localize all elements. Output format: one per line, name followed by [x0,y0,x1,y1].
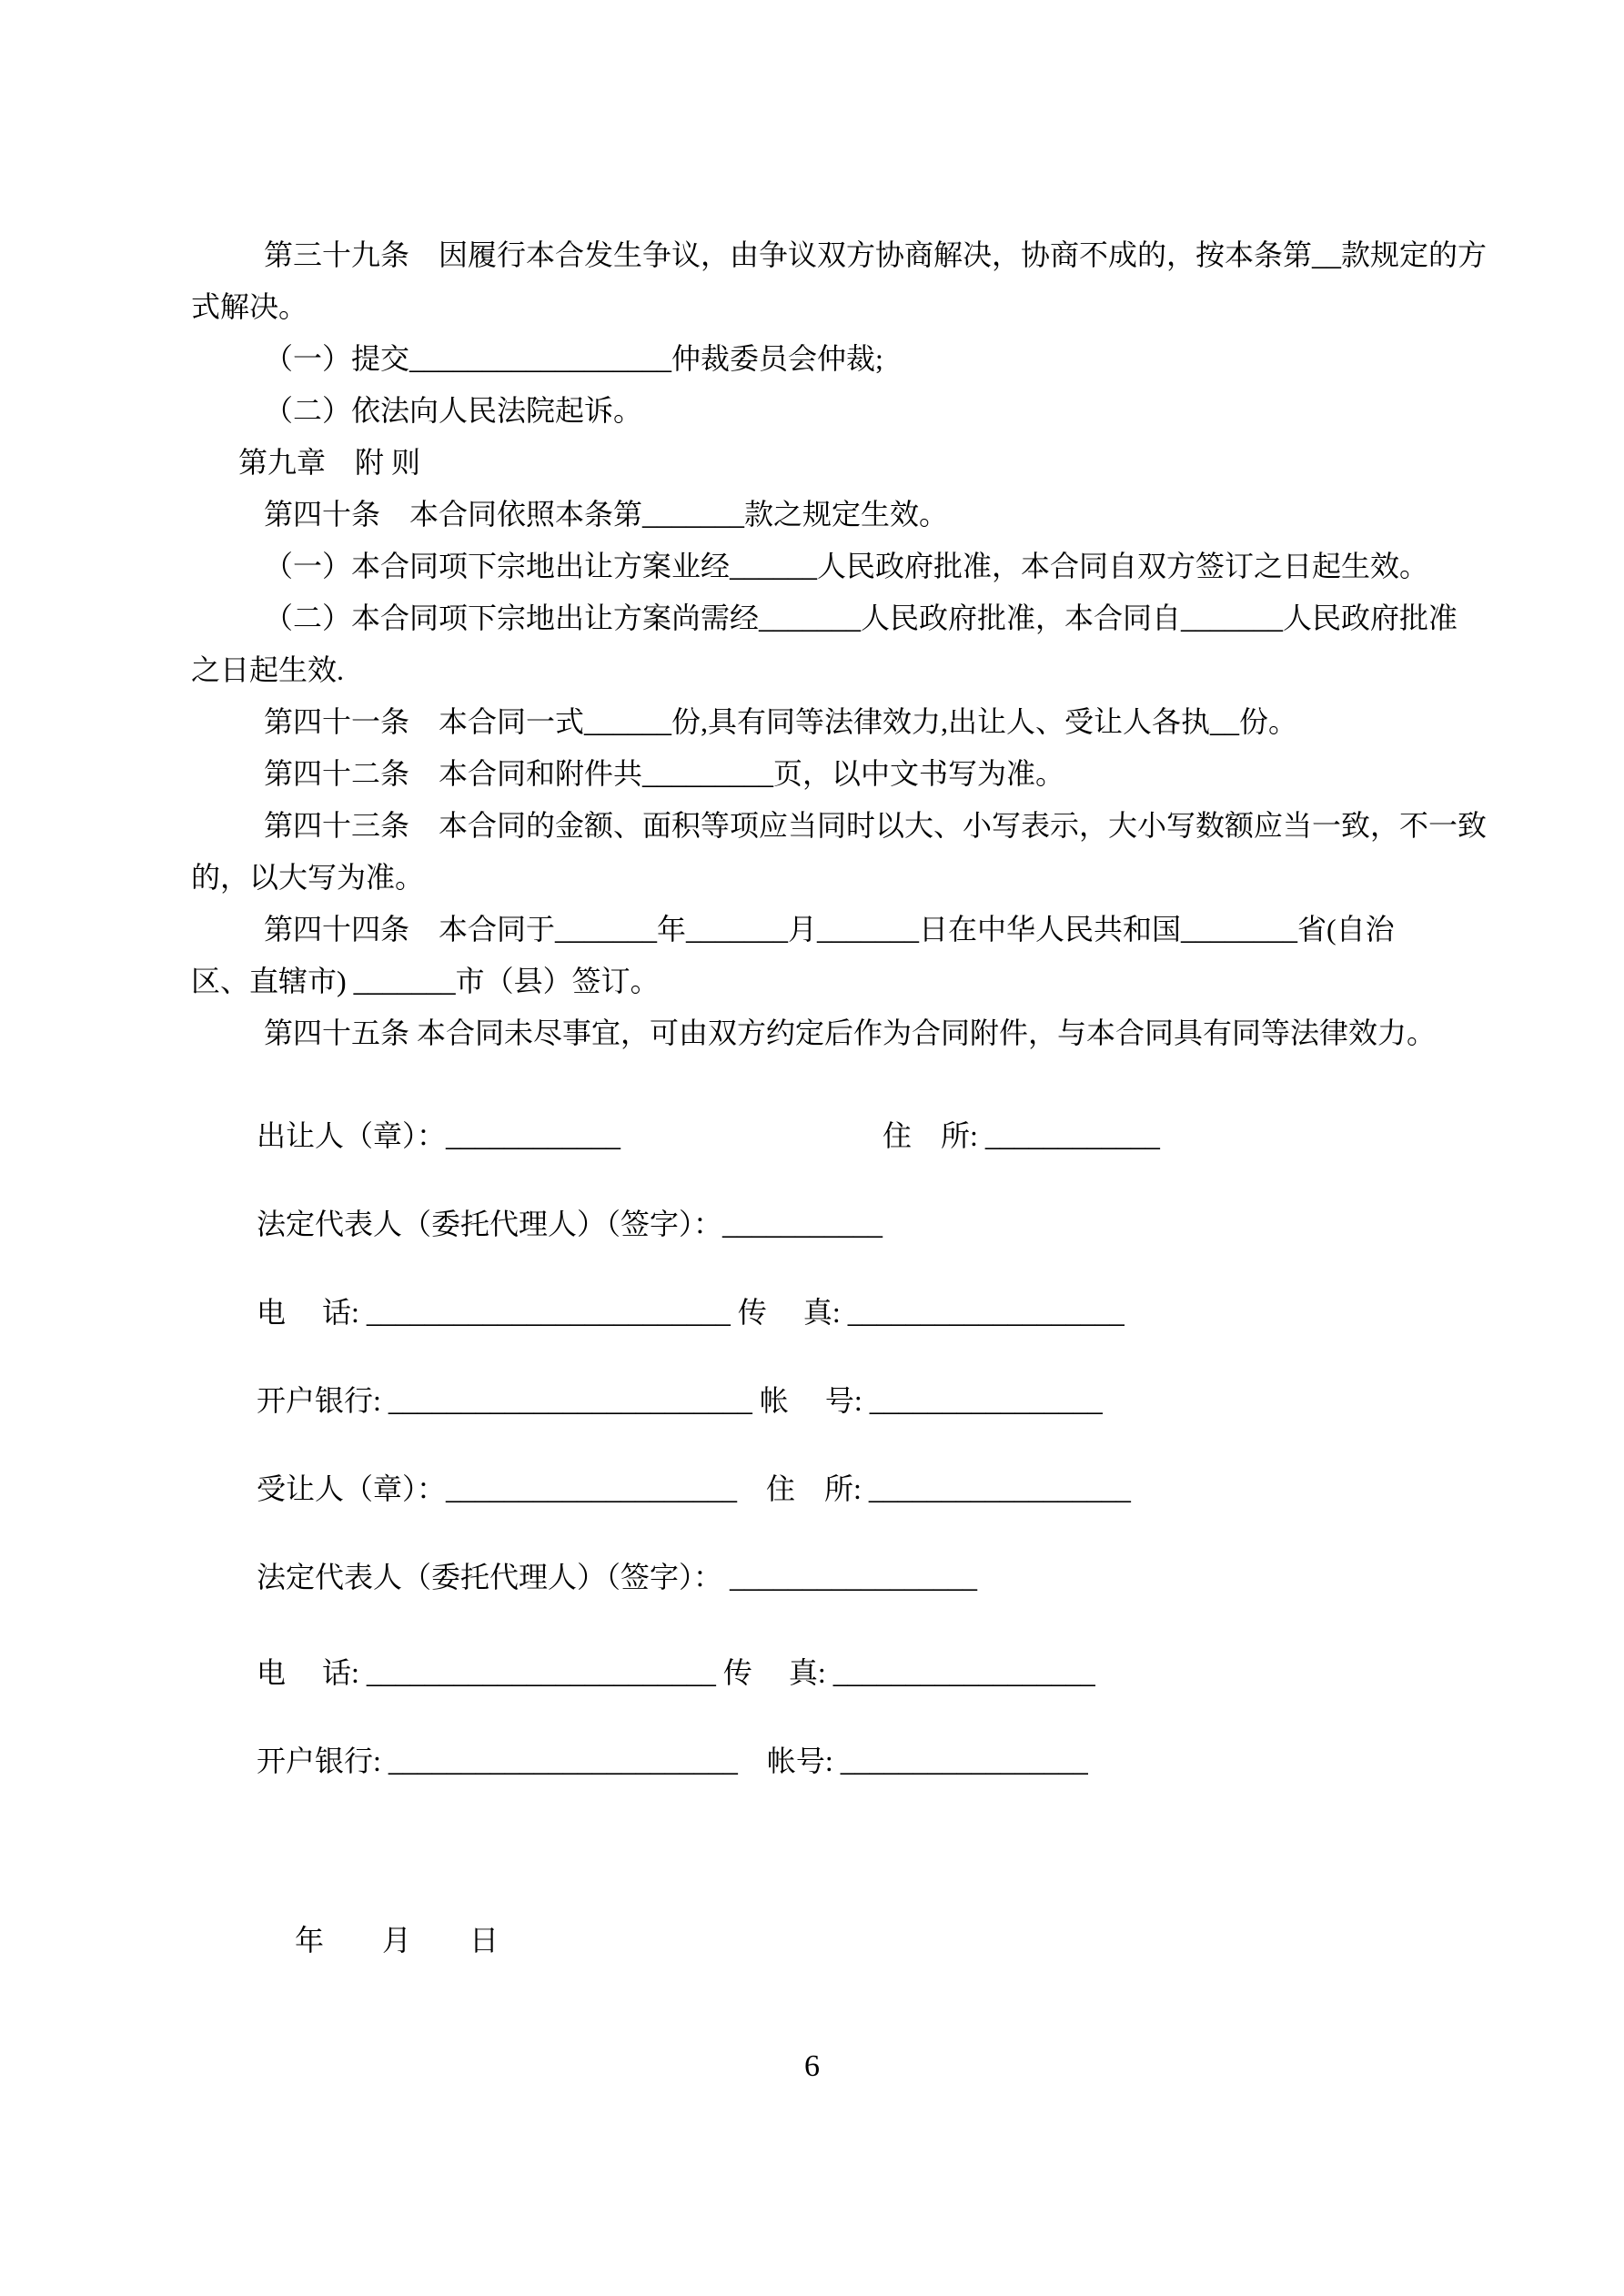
article-39-line-2: 式解决。 [191,290,308,323]
article-44-line-1: 第四十四条 本合同于_______年_______月_______日在中华人民共和国________省(自治 [264,913,1395,946]
article-45: 第四十五条 本合同未尽事宜，可由双方约定后作为合同附件，与本合同具有同等法律效力。 [264,1017,1437,1049]
article-43-line-1: 第四十三条 本合同的金额、面积等项应当同时以大、小写表示，大小写数额应当一致，不一致 [264,809,1488,842]
transferee-bank-account-line: 开户银行: ________________________ 帐号: _________________ [257,1745,1088,1777]
article-41: 第四十一条 本合同一式______份,具有同等法律效力,出让人、受让人各执__份。 [264,705,1298,738]
article-40: 第四十条 本合同依照本条第_______款之规定生效。 [264,498,949,531]
date-year-month-day-line: 年 月 日 [295,1924,499,1957]
transferor-seal-and-address-line: 出让人（章）：____________ 住 所: ____________ [257,1119,1160,1152]
chapter-9-heading: 第九章 附 则 [238,446,421,479]
article-39-item-1: （一）提交__________________仲裁委员会仲裁; [264,342,883,375]
article-39-item-2: （二）依法向人民法院起诉。 [264,394,643,427]
article-39-line-1: 第三十九条 因履行本合发生争议，由争议双方协商解决，协商不成的，按本条第__款规定的方 [264,238,1488,271]
transferor-phone-fax-line: 电 话: _________________________ 传 真: ___________________ [257,1296,1125,1329]
article-40-item-1: （一）本合同项下宗地出让方案业经______人民政府批准，本合同自双方签订之日起生效。 [264,550,1429,582]
article-40-item-2-line-1: （二）本合同项下宗地出让方案尚需经_______人民政府批准，本合同自_______人民政府批准 [264,602,1458,634]
article-44-line-2: 区、直辖市) _______市（县）签订。 [191,965,660,997]
signature-section [191,1110,1488,1967]
transferor-representative-line: 法定代表人（委托代理人）（签字）：___________ [257,1208,883,1240]
transferee-representative-line: 法定代表人（委托代理人）（签字）： _________________ [257,1561,978,1593]
transferee-phone-fax-line: 电 话: ________________________ 传 真: __________________ [257,1656,1095,1689]
transferee-seal-and-address-line: 受让人（章）：____________________ 住 所: __________________ [257,1472,1131,1505]
article-40-item-2-line-2: 之日起生效. [191,653,345,686]
page-number: 6 [804,2049,820,2083]
article-43-line-2: 的，以大写为准。 [191,861,425,894]
transferor-bank-account-line: 开户银行: _________________________ 帐 号: ________________ [257,1384,1103,1417]
article-42: 第四十二条 本合同和附件共_________页，以中文书写为准。 [264,757,1065,790]
